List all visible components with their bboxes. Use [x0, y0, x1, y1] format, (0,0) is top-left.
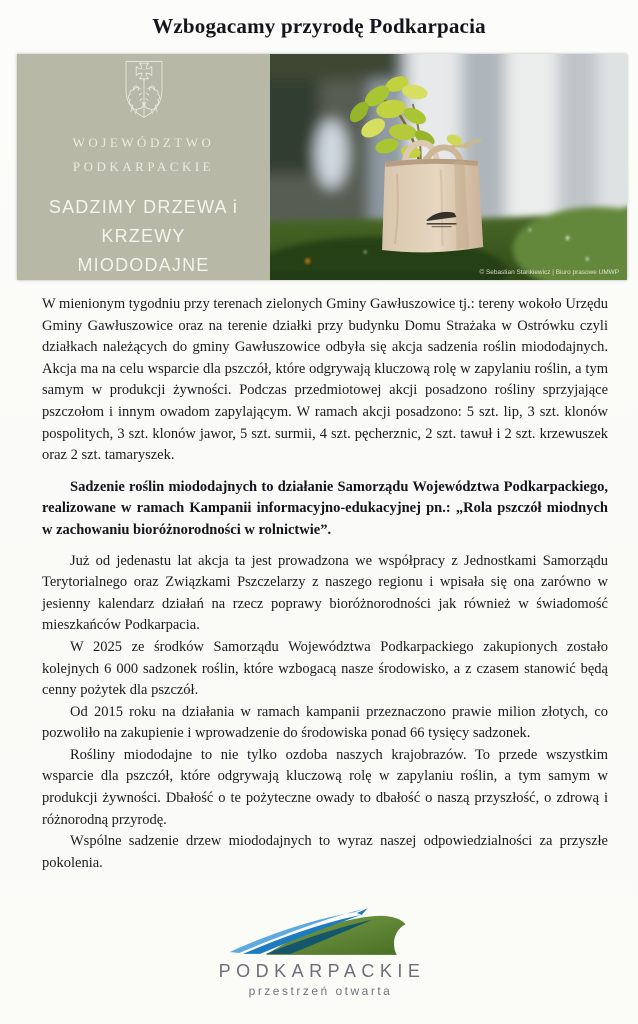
region-name-line1: WOJEWÓDZTWO	[72, 135, 215, 150]
region-name-line2: PODKARPACKIE	[72, 159, 215, 174]
coat-of-arms-icon	[96, 59, 192, 119]
campaign-slogan	[17, 193, 270, 280]
griffin-left-icon	[128, 86, 143, 114]
podkarpackie-logo-icon	[224, 908, 414, 958]
campaign-slogan-line2: MIODODAJNE	[77, 255, 210, 275]
article-paragraph-bold: Sadzenie roślin miododajnych to działanie Samorządu Województwa Podkarpackiego, realizowane w ramach Kampanii informacyjno-edukacyjnej pn.: „Rola pszczół miodnych w zachowaniu bioróżnorodności w rolnictwie”.	[42, 478, 608, 538]
region-name	[73, 131, 215, 179]
sapling-bag-photo	[270, 54, 627, 280]
article-paragraph: W 2025 ze środków Samorządu Województwa Podkarpackiego zakupionych zostało kolejnych 6 000 sadzonek roślin, które wzbogacą nasze środowisko, a z czasem stanowić będą cenny pożytek dla pszczół.	[42, 638, 608, 699]
banner-photo	[270, 54, 627, 280]
article-body	[42, 294, 608, 874]
article-paragraph: Rośliny miododajne to nie tylko ozdoba naszych krajobrazów. To przede wszystkim wsparcie dla pszczół, które odgrywają kluczową rolę w zapylaniu roślin, a tym samym w produkcji żywności. Dbałość o te pożyteczne owady to dbałość o naszą przyszłość, o zdrową i różnorodną przyrodę.	[42, 746, 608, 828]
griffin-right-icon	[144, 86, 159, 114]
article-paragraph: Już od jedenastu lat akcja ta jest prowadzona we współpracy z Jednostkami Samorządu Terytorialnego oraz Związkami Pszczelarzy z naszego regionu i wpisała się ona zarówno w jesienny kalendarz działań na rzecz poprawy bioróżnorodności jak również w świadomość mieszkańców Podkarpacia.	[42, 552, 608, 634]
logo-tagline: przestrzeń otwarta	[248, 984, 393, 999]
campaign-slogan-line1: SADZIMY DRZEWA i KRZEWY	[48, 197, 239, 246]
logo-arrow-tip	[357, 909, 367, 916]
header-banner	[17, 54, 627, 280]
banner-brand-panel	[17, 54, 270, 280]
photo-caption: © Sebastian Stankiewicz | Biuro prasowe UMWP	[479, 268, 620, 277]
logo-wordmark: PODKARPACKIE	[218, 961, 426, 982]
article-paragraph: Od 2015 roku na działania w ramach kampanii przeznaczono prawie milion złotych, co pozwoliło na zakupienie i wprowadzenie do środowiska ponad 66 tysięcy sadzonek.	[42, 703, 608, 742]
article-paragraph: W mienionym tygodniu przy terenach zielonych Gminy Gawłuszowice tj.: tereny wokoło Urzędu Gminy Gawłuszowice oraz na terenie działki przy budynku Domu Strażaka w Ostrówku czyli działkach należących do gminy Gawłuszowice odbyła się akcja sadzenia roślin miododajnych. Akcja ma na celu wsparcie dla pszczół, które odgrywają kluczową rolę w zapylaniu roślin, a tym samym w produkcji żywności. Podczas przedmiotowej akcji posadzono rośliny sprzyjające pszczołom i innym owadom zapylającym. W ramach akcji posadzono: 5 szt. lip, 3 szt. klonów pospolitych, 3 szt. klonów jawor, 5 szt. surmii, 4 szt. pęcherznic, 2 szt. tawuł i 2 szt. krzewuszek oraz 2 szt. tamaryszek.	[42, 296, 608, 464]
page-title: Wzbogacamy przyrodę Podkarpacia	[152, 14, 486, 38]
article-paragraph: Wspólne sadzenie drzew miododajnych to wyraz naszej odpowiedzialności za przyszłe pokolenia.	[42, 833, 608, 871]
footer-logo	[0, 908, 638, 998]
